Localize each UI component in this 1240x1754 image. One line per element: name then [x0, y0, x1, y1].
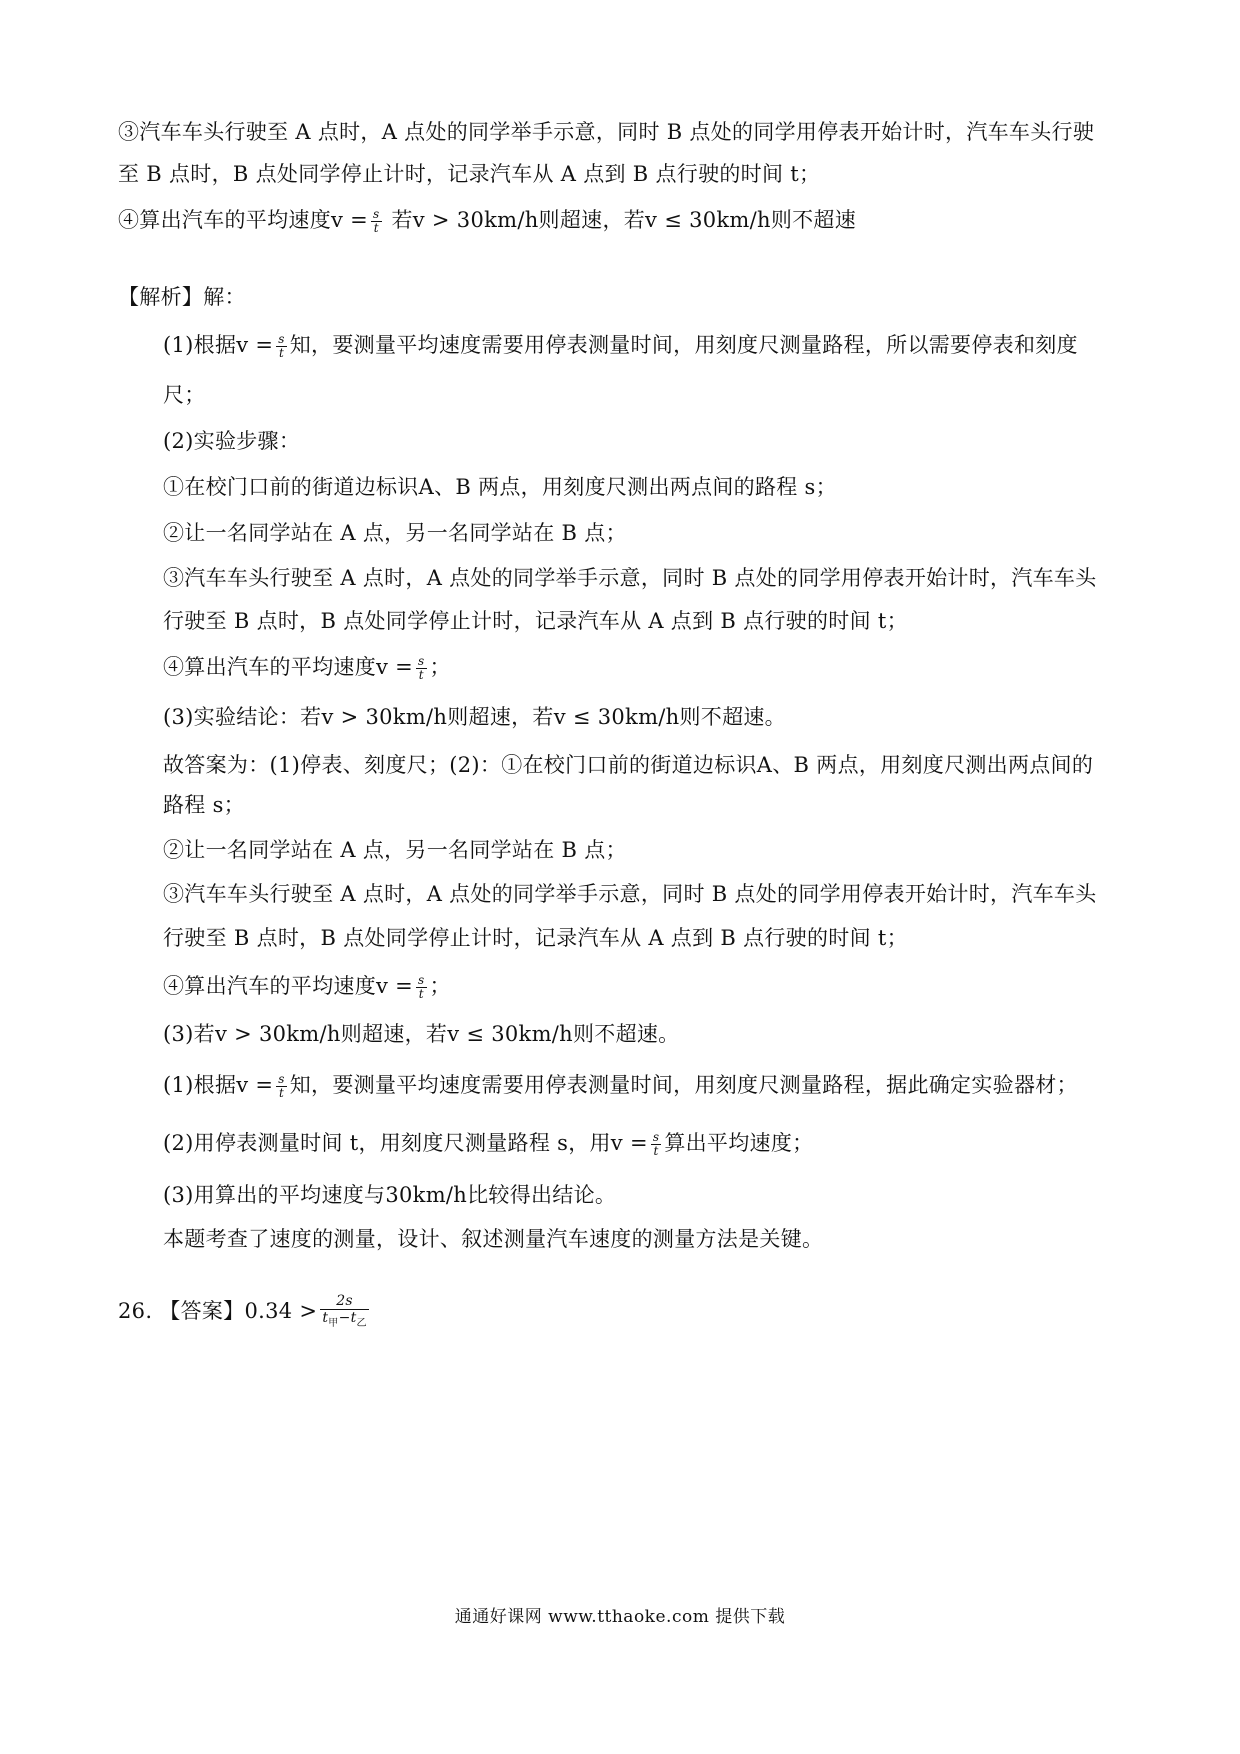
fraction-denominator: t — [373, 221, 379, 235]
analysis-step4 — [163, 653, 451, 682]
reason-2 — [163, 1129, 813, 1158]
a4-pre: ④算出汽车的平均速度v = — [163, 974, 414, 998]
answer-line1: 故答案为：(1)停表、刻度尺；(2)：①在校门口前的街道边标识A、B 两点，用刻度尺测出两点间的 — [163, 753, 1094, 777]
page-footer: 通通好课网 www.tthaoke.com 提供下载 — [454, 1607, 786, 1627]
analysis-p3: (3)实验结论：若v > 30km/h则超速，若v ≤ 30km/h则不超速。 — [163, 705, 786, 729]
answer-step5: (3)若v > 30km/h则超速，若v ≤ 30km/h则不超速。 — [163, 1022, 680, 1046]
step3-line1: ③汽车车头行驶至 A 点时，A 点处的同学举手示意，同时 B 点处的同学用停表开始计时，汽车车头行驶 — [118, 120, 1095, 144]
answer-step2: ②让一名同学站在 A 点，另一名同学站在 B 点； — [163, 838, 627, 862]
fraction-s-over-t — [276, 1073, 286, 1100]
step3-line2: 至 B 点时，B 点处同学停止计时，记录汽车从 A 点到 B 点行驶的时间 t； — [118, 162, 821, 186]
fraction-s-over-t — [371, 208, 381, 235]
r2-post: 算出平均速度； — [664, 1131, 814, 1155]
analysis-step3-line2: 行驶至 B 点时，B 点处同学停止计时，记录汽车从 A 点到 B 点行驶的时间 t； — [163, 609, 908, 633]
q26-answer — [118, 1293, 372, 1332]
answer-line2: 路程 s； — [163, 793, 245, 817]
p1-pre: (1)根据v = — [163, 333, 274, 357]
reason-3: (3)用算出的平均速度与30km/h比较得出结论。 — [163, 1183, 617, 1207]
fraction-s-over-t — [276, 333, 286, 360]
analysis-step2: ②让一名同学站在 A 点，另一名同学站在 B 点； — [163, 521, 627, 545]
fraction-numerator: s — [373, 207, 380, 221]
analysis-p1-line1 — [163, 331, 1078, 360]
subscript-jia: 甲 — [328, 1317, 339, 1329]
fraction-2s-over-tdiff — [320, 1293, 369, 1332]
fraction-s-over-t — [651, 1131, 661, 1158]
analysis-heading: 【解析】解： — [118, 285, 246, 309]
fraction-denominator: t — [418, 668, 424, 682]
fraction-denominator — [320, 1310, 369, 1332]
fraction-s-over-t — [416, 974, 426, 1001]
reason-1 — [163, 1071, 1078, 1100]
t-symbol: t — [322, 1310, 329, 1326]
analysis-step1: ①在校门口前的街道边标识A、B 两点，用刻度尺测出两点间的路程 s； — [163, 475, 837, 499]
r1-pre: (1)根据v = — [163, 1073, 274, 1097]
summary: 本题考查了速度的测量，设计、叙述测量汽车速度的测量方法是关键。 — [163, 1227, 824, 1251]
minus-sign: − — [338, 1310, 351, 1326]
fraction-numerator: s — [418, 973, 425, 987]
s4-post: ； — [429, 655, 451, 679]
step4-line — [118, 206, 856, 235]
p1-post: 知，要测量平均速度需要用停表测量时间，用刻度尺测量路程，所以需要停表和刻度 — [289, 333, 1078, 357]
fraction-s-over-t — [416, 655, 426, 682]
step4-pre: ④算出汽车的平均速度v = — [118, 208, 369, 232]
a4-post: ； — [429, 974, 451, 998]
q26-label: 26. 【答案】0.34 > — [118, 1298, 318, 1323]
fraction-denominator: t — [278, 346, 285, 360]
fraction-denominator: t — [418, 987, 424, 1001]
fraction-numerator: s — [278, 332, 285, 346]
fraction-numerator: 2s — [320, 1293, 369, 1310]
analysis-step3-line1: ③汽车车头行驶至 A 点时，A 点处的同学举手示意，同时 B 点处的同学用停表开始计时，汽车车头 — [163, 566, 1097, 590]
subscript-yi: 乙 — [356, 1317, 367, 1329]
fraction-numerator: s — [418, 654, 425, 668]
fraction-numerator: s — [652, 1130, 660, 1144]
analysis-p2: (2)实验步骤： — [163, 429, 301, 453]
r2-pre: (2)用停表测量时间 t，用刻度尺测量路程 s，用v = — [163, 1131, 648, 1155]
fraction-denominator: t — [278, 1086, 285, 1100]
answer-step3-line2: 行驶至 B 点时，B 点处同学停止计时，记录汽车从 A 点到 B 点行驶的时间 t； — [163, 926, 908, 950]
step4-post: 若v > 30km/h则超速，若v ≤ 30km/h则不超速 — [384, 208, 857, 232]
t-symbol: t — [350, 1310, 357, 1326]
fraction-denominator: t — [653, 1144, 659, 1158]
answer-step4 — [163, 972, 451, 1001]
r1-post: 知，要测量平均速度需要用停表测量时间，用刻度尺测量路程，据此确定实验器材； — [289, 1073, 1078, 1097]
fraction-numerator: s — [278, 1072, 285, 1086]
answer-step3-line1: ③汽车车头行驶至 A 点时，A 点处的同学举手示意，同时 B 点处的同学用停表开始计时，汽车车头 — [163, 882, 1097, 906]
s4-pre: ④算出汽车的平均速度v = — [163, 655, 414, 679]
analysis-p1-line2: 尺； — [163, 383, 206, 407]
